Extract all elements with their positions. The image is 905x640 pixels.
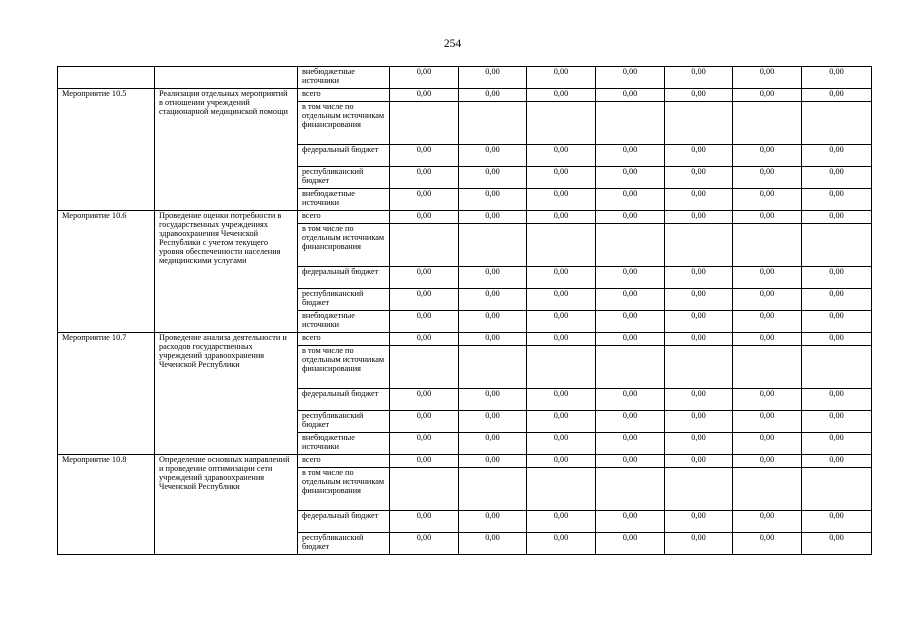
description-cell: Проведение анализа деятельности и расходов государственных учреждений здравоохранения Чеченской Республики [155,333,298,455]
description-cell [155,67,298,89]
source-cell: республиканский бюджет [298,411,390,433]
empty-value-cell [596,102,665,145]
value-cell: 0,00 [527,311,596,333]
value-cell: 0,00 [459,455,527,468]
value-cell: 0,00 [665,455,733,468]
source-cell: федеральный бюджет [298,267,390,289]
value-cell: 0,00 [459,89,527,102]
source-cell: федеральный бюджет [298,389,390,411]
value-cell: 0,00 [665,167,733,189]
empty-value-cell [390,102,459,145]
value-cell: 0,00 [459,67,527,89]
value-cell: 0,00 [527,167,596,189]
empty-value-cell [459,468,527,511]
value-cell: 0,00 [802,289,872,311]
empty-value-cell [596,224,665,267]
value-cell: 0,00 [733,67,802,89]
value-cell: 0,00 [390,267,459,289]
value-cell: 0,00 [596,389,665,411]
value-cell: 0,00 [459,389,527,411]
value-cell: 0,00 [802,511,872,533]
value-cell: 0,00 [390,167,459,189]
value-cell: 0,00 [665,533,733,555]
source-cell: всего [298,455,390,468]
value-cell: 0,00 [459,511,527,533]
value-cell: 0,00 [802,411,872,433]
source-cell: в том числе по отдельным источникам финансирования [298,224,390,267]
value-cell: 0,00 [390,433,459,455]
empty-value-cell [802,468,872,511]
value-cell: 0,00 [733,267,802,289]
value-cell: 0,00 [459,311,527,333]
value-cell: 0,00 [459,433,527,455]
value-cell: 0,00 [596,311,665,333]
value-cell: 0,00 [390,189,459,211]
value-cell: 0,00 [390,455,459,468]
value-cell: 0,00 [733,189,802,211]
event-cell: Мероприятие 10.6 [58,211,155,333]
empty-value-cell [733,224,802,267]
value-cell: 0,00 [459,211,527,224]
value-cell: 0,00 [665,89,733,102]
empty-value-cell [733,102,802,145]
empty-value-cell [527,102,596,145]
value-cell: 0,00 [527,389,596,411]
value-cell: 0,00 [665,189,733,211]
value-cell: 0,00 [527,189,596,211]
value-cell: 0,00 [665,411,733,433]
value-cell: 0,00 [459,189,527,211]
source-cell: всего [298,333,390,346]
source-cell: в том числе по отдельным источникам финансирования [298,468,390,511]
empty-value-cell [665,346,733,389]
value-cell: 0,00 [459,267,527,289]
value-cell: 0,00 [527,533,596,555]
value-cell: 0,00 [527,289,596,311]
value-cell: 0,00 [733,167,802,189]
value-cell: 0,00 [665,67,733,89]
value-cell: 0,00 [527,455,596,468]
value-cell: 0,00 [802,89,872,102]
event-cell: Мероприятие 10.8 [58,455,155,555]
table-row [58,89,872,102]
budget-table [57,66,872,555]
empty-value-cell [459,346,527,389]
empty-value-cell [733,346,802,389]
description-cell: Определение основных направлений и проведение оптимизации сети учреждений здравоохранения Чеченской Республики [155,455,298,555]
page-number: 254 [443,38,462,50]
source-cell: в том числе по отдельным источникам финансирования [298,102,390,145]
value-cell: 0,00 [527,211,596,224]
value-cell: 0,00 [459,333,527,346]
value-cell: 0,00 [596,211,665,224]
table-row [58,67,872,89]
empty-value-cell [665,224,733,267]
value-cell: 0,00 [596,89,665,102]
empty-value-cell [527,224,596,267]
empty-value-cell [390,346,459,389]
empty-value-cell [802,102,872,145]
event-cell: Мероприятие 10.7 [58,333,155,455]
value-cell: 0,00 [733,289,802,311]
source-cell: всего [298,89,390,102]
value-cell: 0,00 [596,189,665,211]
value-cell: 0,00 [665,311,733,333]
value-cell: 0,00 [390,389,459,411]
value-cell: 0,00 [459,411,527,433]
value-cell: 0,00 [665,289,733,311]
value-cell: 0,00 [596,145,665,167]
event-cell [58,67,155,89]
source-cell: внебюджетные источники [298,67,390,89]
value-cell: 0,00 [733,145,802,167]
value-cell: 0,00 [390,333,459,346]
value-cell: 0,00 [596,167,665,189]
value-cell: 0,00 [596,533,665,555]
value-cell: 0,00 [390,289,459,311]
table-row [58,455,872,468]
value-cell: 0,00 [596,411,665,433]
description-cell: Реализация отдельных мероприятий в отношении учреждений стационарной медицинской помощи [155,89,298,211]
value-cell: 0,00 [733,511,802,533]
value-cell: 0,00 [665,267,733,289]
description-cell: Проведение оценки потребности в государственных учреждениях здравоохранения Чеченской Республики с учетом текущего уровня обеспеченности населения медицинскими услугами [155,211,298,333]
empty-value-cell [390,468,459,511]
value-cell: 0,00 [665,211,733,224]
table-row [58,333,872,346]
value-cell: 0,00 [527,333,596,346]
empty-value-cell [802,346,872,389]
source-cell: внебюджетные источники [298,433,390,455]
source-cell: всего [298,211,390,224]
value-cell: 0,00 [802,211,872,224]
value-cell: 0,00 [733,333,802,346]
value-cell: 0,00 [390,311,459,333]
value-cell: 0,00 [390,67,459,89]
value-cell: 0,00 [596,67,665,89]
value-cell: 0,00 [802,455,872,468]
value-cell: 0,00 [459,167,527,189]
value-cell: 0,00 [596,289,665,311]
value-cell: 0,00 [802,267,872,289]
value-cell: 0,00 [802,311,872,333]
value-cell: 0,00 [802,533,872,555]
empty-value-cell [459,224,527,267]
source-cell: республиканский бюджет [298,289,390,311]
event-cell: Мероприятие 10.5 [58,89,155,211]
empty-value-cell [665,468,733,511]
value-cell: 0,00 [390,511,459,533]
value-cell: 0,00 [527,267,596,289]
value-cell: 0,00 [733,89,802,102]
table-row [58,211,872,224]
value-cell: 0,00 [665,433,733,455]
empty-value-cell [459,102,527,145]
value-cell: 0,00 [527,145,596,167]
value-cell: 0,00 [596,433,665,455]
source-cell: в том числе по отдельным источникам финансирования [298,346,390,389]
value-cell: 0,00 [527,433,596,455]
value-cell: 0,00 [390,533,459,555]
value-cell: 0,00 [733,433,802,455]
empty-value-cell [527,346,596,389]
empty-value-cell [596,346,665,389]
value-cell: 0,00 [665,511,733,533]
value-cell: 0,00 [596,333,665,346]
value-cell: 0,00 [733,389,802,411]
value-cell: 0,00 [596,267,665,289]
value-cell: 0,00 [802,167,872,189]
source-cell: республиканский бюджет [298,533,390,555]
value-cell: 0,00 [459,533,527,555]
value-cell: 0,00 [665,333,733,346]
value-cell: 0,00 [527,411,596,433]
source-cell: федеральный бюджет [298,145,390,167]
empty-value-cell [665,102,733,145]
empty-value-cell [390,224,459,267]
value-cell: 0,00 [527,67,596,89]
source-cell: внебюджетные источники [298,311,390,333]
value-cell: 0,00 [733,455,802,468]
value-cell: 0,00 [802,145,872,167]
value-cell: 0,00 [390,89,459,102]
value-cell: 0,00 [527,511,596,533]
value-cell: 0,00 [802,189,872,211]
value-cell: 0,00 [665,145,733,167]
value-cell: 0,00 [390,145,459,167]
empty-value-cell [527,468,596,511]
empty-value-cell [802,224,872,267]
source-cell: федеральный бюджет [298,511,390,533]
value-cell: 0,00 [802,333,872,346]
value-cell: 0,00 [802,389,872,411]
value-cell: 0,00 [733,311,802,333]
empty-value-cell [596,468,665,511]
value-cell: 0,00 [459,145,527,167]
value-cell: 0,00 [802,67,872,89]
value-cell: 0,00 [733,211,802,224]
value-cell: 0,00 [596,455,665,468]
value-cell: 0,00 [733,411,802,433]
value-cell: 0,00 [665,389,733,411]
source-cell: внебюджетные источники [298,189,390,211]
empty-value-cell [733,468,802,511]
value-cell: 0,00 [802,433,872,455]
value-cell: 0,00 [733,533,802,555]
value-cell: 0,00 [390,211,459,224]
value-cell: 0,00 [459,289,527,311]
value-cell: 0,00 [596,511,665,533]
value-cell: 0,00 [390,411,459,433]
value-cell: 0,00 [527,89,596,102]
source-cell: республиканский бюджет [298,167,390,189]
